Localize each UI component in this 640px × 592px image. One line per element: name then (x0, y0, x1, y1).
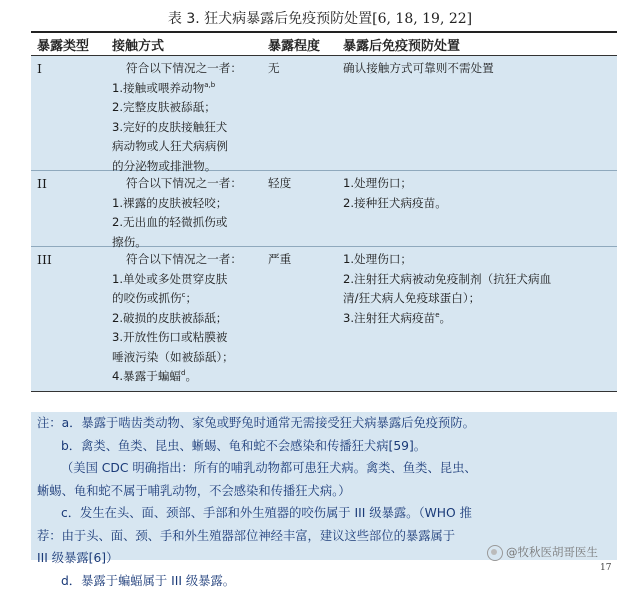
note-line: d．暴露于蝙蝠属于 III 级暴露。 (31, 570, 617, 592)
row-type: I (31, 56, 104, 170)
exposure-table (31, 31, 617, 392)
table-row (31, 56, 617, 170)
table-title: 表 3. 狂犬病暴露后免疫预防处置[6, 18, 19, 22] (0, 8, 640, 28)
row-degree: 无 (262, 56, 337, 170)
header-exposure-type: 暴露类型 (31, 35, 104, 54)
weibo-icon (487, 545, 503, 561)
row-type: III (31, 247, 104, 391)
page-number: 17 (600, 563, 611, 573)
note-line: b．禽类、鱼类、昆虫、蜥蜴、龟和蛇不会感染和传播狂犬病[59]。 (31, 435, 617, 458)
row-contact: 符合以下情况之一者： 1.裸露的皮肤被轻咬； 2.无出血的轻微抓伤或 擦伤。 (104, 171, 262, 246)
note-line: 荐：由于头、面、颈、手和外生殖器部位神经丰富，建议这些部位的暴露属于 (31, 525, 617, 548)
note-line: c．发生在头、面、颈部、手部和外生殖器的咬伤属于 III 级暴露。（WHO 推 (31, 502, 617, 525)
note-line: III 级暴露[6]） (31, 547, 617, 570)
note-line: 蜥蜴、龟和蛇不属于哺乳动物，不会感染和传播狂犬病。） (31, 480, 617, 503)
row-degree: 轻度 (262, 171, 337, 246)
row-action: 1.处理伤口； 2.接种狂犬病疫苗。 (337, 171, 617, 246)
watermark: @牧秋医胡哥医生 (487, 544, 598, 561)
table-notes (31, 412, 617, 560)
row-contact: 符合以下情况之一者： 1.单处或多处贯穿皮肤 的咬伤或抓伤$^c$； 2.破损的皮肤被舔舐； 3.开放性伤口或粘膜被 唾液污染（如被舔舐）； 4.暴露于蝙蝠$^d$。 (104, 247, 262, 391)
note-line: （美国 CDC 明确指出：所有的哺乳动物都可患狂犬病。禽类、鱼类、昆虫、 (31, 457, 617, 480)
note-line: 注：a．暴露于啮齿类动物、家兔或野兔时通常无需接受狂犬病暴露后免疫预防。 (31, 412, 617, 435)
table-row (31, 247, 617, 391)
header-exposure-degree: 暴露程度 (262, 35, 337, 54)
row-action: 1.处理伤口； 2.注射狂犬病被动免疫制剂（抗狂犬病血 清/狂犬病人免疫球蛋白）； 3.注射狂犬病疫苗$^e$。 (337, 247, 617, 391)
row-type: II (31, 171, 104, 246)
table-header (31, 33, 617, 55)
row-degree: 严重 (262, 247, 337, 391)
bottom-rule (31, 391, 617, 392)
header-post-exposure-action: 暴露后免疫预防处置 (337, 35, 617, 54)
row-contact: 符合以下情况之一者： 1.接触或喂养动物$^{a,b}$ 2.完整皮肤被舔舐； 3.完好的皮肤接触狂犬 病动物或人狂犬病病例 的分泌物或排泄物。 (104, 56, 262, 170)
header-contact-method: 接触方式 (104, 35, 262, 54)
row-action: 确认接触方式可靠则不需处置 (337, 56, 617, 170)
table-row (31, 171, 617, 246)
